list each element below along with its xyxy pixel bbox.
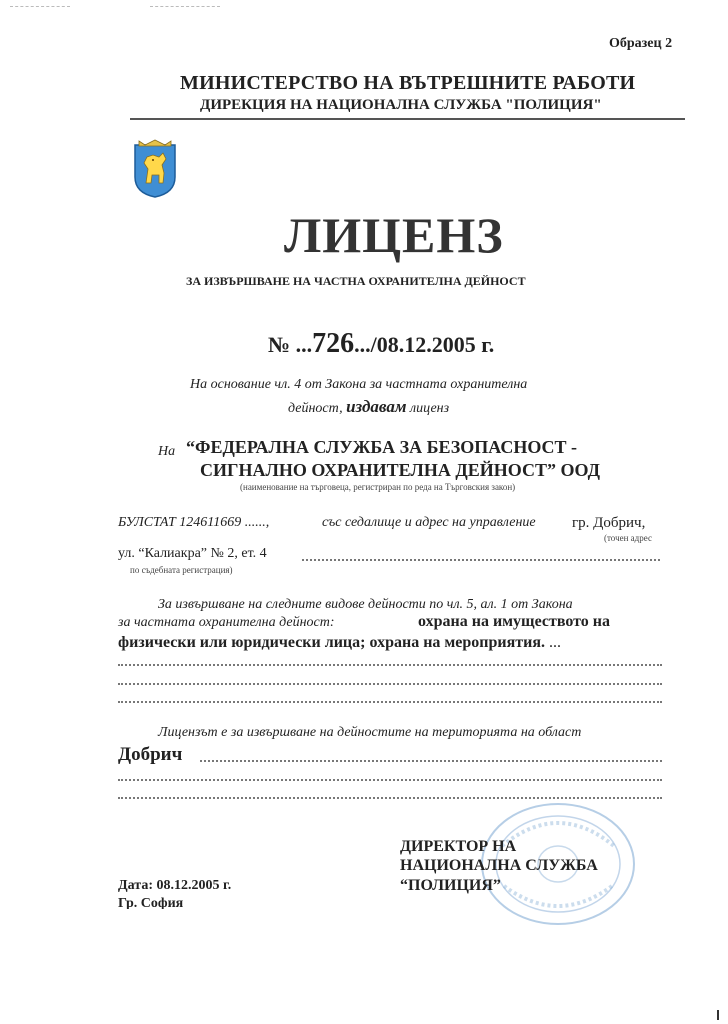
sample-label: Образец 2: [609, 36, 673, 51]
activities-intro-1: За извършване на следните видове дейности по чл. 5, ал. 1 от Закона: [158, 597, 573, 612]
ministry-title: МИНИСТЕРСТВО НА ВЪТРЕШНИТЕ РАБОТИ: [180, 72, 636, 94]
license-number-value: 726: [312, 328, 355, 359]
scan-margin-mark: [717, 1010, 719, 1020]
activities-dotted-line-1: [118, 664, 662, 666]
address-value: ул. “Калиакра” № 2, ет. 4: [118, 546, 267, 561]
basis-line-2-start: дейност,: [288, 401, 347, 416]
activities-value-2: [118, 634, 561, 652]
activities-dotted-line-3: [118, 701, 662, 703]
issue-place: Гр. София: [118, 896, 184, 909]
recipient-name-caption: (наименование на търговеца, регистриран по реда на Търговския закон): [240, 482, 516, 492]
signature-line-2: НАЦИОНАЛНА СЛУЖБА: [400, 857, 598, 874]
license-number-date: .../08.12.2005 г.: [354, 332, 495, 357]
seat-text: със седалище и адрес на управление: [322, 515, 536, 530]
recipient-name-line-2: СИГНАЛНО ОХРАНИТЕЛНА ДЕЙНОСТ” ООД: [200, 460, 600, 480]
activities-value-2-text: физически или юридически лица; охрана на мероприятия.: [118, 634, 546, 651]
crest-icon: [133, 139, 177, 199]
scan-artifact-line: [10, 6, 70, 7]
issue-word: издавам: [346, 397, 407, 416]
document-title: ЛИЦЕНЗ: [284, 207, 504, 263]
recipient-to-label: На: [158, 444, 176, 459]
license-number: [268, 328, 494, 360]
territory-dotted-line-3: [118, 797, 662, 799]
territory-region: Добрич: [118, 744, 183, 765]
territory-text: Лицензът е за извършване на дейностите на територията на област: [158, 725, 582, 740]
territory-dotted-line-2: [118, 779, 662, 781]
document-subtitle: ЗА ИЗВЪРШВАНЕ НА ЧАСТНА ОХРАНИТЕЛНА ДЕЙНОСТ: [186, 274, 526, 288]
basis-line-1: На основание чл. 4 от Закона за частната охранителна: [190, 377, 528, 392]
activities-value-1: охрана на имуществото на: [418, 613, 611, 630]
address-caption-left: по съдебната регистрация): [130, 565, 233, 575]
scan-artifact-line: [150, 6, 220, 7]
activities-intro-2: за частната охранителна дейност:: [118, 615, 335, 630]
territory-dotted-line-1: [200, 760, 662, 762]
basis-line-2-end: лиценз: [406, 401, 450, 416]
directorate-title: ДИРЕКЦИЯ НА НАЦИОНАЛНА СЛУЖБА "ПОЛИЦИЯ": [200, 97, 602, 113]
header-rule: [130, 118, 685, 120]
signature-line-3: “ПОЛИЦИЯ”: [400, 877, 501, 894]
issue-date: Дата: 08.12.2005 г.: [118, 878, 232, 893]
recipient-name-line-1: “ФЕДЕРАЛНА СЛУЖБА ЗА БЕЗОПАСНОСТ -: [186, 437, 578, 457]
basis-line-2: [288, 397, 449, 417]
license-number-prefix: № ...: [268, 332, 313, 357]
seat-city: гр. Добрич,: [572, 515, 646, 531]
activities-dotted-line-2: [118, 683, 662, 685]
activities-value-2-tail: ...: [549, 634, 562, 651]
bulstat-text: БУЛСТАТ 124611669 ......,: [118, 515, 270, 530]
address-dotted-line: [302, 559, 660, 561]
signature-line-1: ДИРЕКТОР НА: [400, 838, 517, 855]
address-caption-right: (точен адрес: [604, 533, 652, 543]
